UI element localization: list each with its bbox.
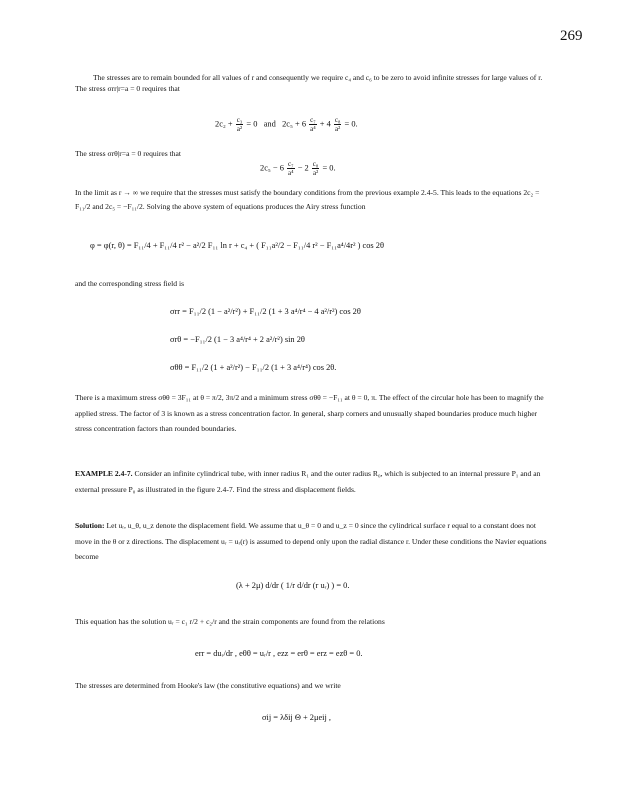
eq2-b: − 2 <box>297 163 309 173</box>
equation-sigma-rt: σrθ = −F₁₁/2 (1 − 3 a⁴/r⁴ + 2 a²/r²) sin 2θ <box>170 335 305 344</box>
eq2-d1: a⁴ <box>288 169 294 177</box>
eq2-d2: a² <box>312 169 319 177</box>
paragraph-6: This equation has the solution uᵣ = c₁ r/2 + c₂/r and the strain components are found from the relations <box>75 617 385 626</box>
paragraph-2: The stress σrθ|r=a = 0 requires that <box>75 149 181 158</box>
equation-sigma-tt: σθθ = F₁₁/2 (1 + a²/r²) − F₁₁/2 (1 + 3 a⁴/r⁴) cos 2θ. <box>170 363 337 372</box>
equation-navier: (λ + 2μ) d/dr ( 1/r d/dr (r uᵣ) ) = 0. <box>236 581 350 590</box>
equation-strains: err = duᵣ/dr , eθθ = uᵣ/r , ezz = erθ = erz = ezθ = 0. <box>195 649 363 658</box>
paragraph-1: The stresses are to remain bounded for all values of r and consequently we require c₄ and c₆ to be zero to avoid infinite stresses for large values of r. The stress σrr|r=a = 0 requires that <box>75 73 543 93</box>
eq1-b: = 0 <box>246 119 258 129</box>
equation-sigma-rr: σrr = F₁₁/2 (1 − a²/r²) + F₁₁/2 (1 + 3 a⁴/r⁴ − 4 a²/r²) cos 2θ <box>170 307 361 316</box>
solution-block <box>75 518 549 565</box>
example-block <box>75 466 549 497</box>
paragraph-4: and the corresponding stress field is <box>75 279 185 288</box>
equation-airy: φ = φ(r, θ) = F₁₁/4 + F₁₁/4 r² − a²/2 F₁₁ ln r + c₄ + ( F₁₁a²/2 − F₁₁/4 r² − F₁₁a⁴/4r² ) cos 2θ <box>90 241 384 250</box>
eq2-n2: c₈ <box>312 160 319 168</box>
equation-1 <box>215 116 358 133</box>
eq1-d3: a² <box>335 125 341 133</box>
eq1-a: 2c₂ + <box>215 119 233 129</box>
eq1-e: + 4 <box>319 119 331 129</box>
page-number: 269 <box>560 28 583 44</box>
eq2-n1: c₇ <box>288 160 294 168</box>
eq1-n3: c₈ <box>334 116 341 124</box>
eq1-d2: a⁴ <box>310 125 316 133</box>
paragraph-5: There is a maximum stress σθθ = 3F₁₁ at θ = π/2, 3π/2 and a minimum stress σθθ = −F₁₁ at θ = 0, π. The effect of the circular hole has been to magnify the applied stress. The factor of 3 is known as a stress concentration factor. In general, sharp corners and unusually shaped boundaries produce much higher stress concentration factors than rounded boundaries. <box>75 393 544 433</box>
eq2-a: 2c₅ − 6 <box>260 163 284 173</box>
paragraph-3: In the limit as r → ∞ we require that the stresses must satisfy the boundary conditions from the previous example 2.4-5. This leads to the equations 2c₂ = F₁₁/2 and 2c₅ = −F₁₁/2. Solving the above system of equations produces the Airy stress function <box>75 188 540 211</box>
eq1-f: = 0. <box>344 119 358 129</box>
eq1-n1: c₃ <box>236 116 243 124</box>
example-label: EXAMPLE 2.4-7. <box>75 469 133 478</box>
eq1-d1: a² <box>236 125 243 133</box>
example-text: Consider an infinite cylindrical tube, with inner radius R₁ and the outer radius R₀, which is subjected to an internal pressure P₁ and an external pressure P₀ as illustrated in the figure 2.4-7. Find the stress and displacement fields. <box>75 469 541 494</box>
eq1-d: 2c₅ + 6 <box>282 119 307 129</box>
eq1-c: and <box>263 119 276 129</box>
solution-label: Solution: <box>75 521 105 530</box>
paragraph-7: The stresses are determined from Hooke's law (the constitutive equations) and we write <box>75 681 341 690</box>
equation-hooke: σij = λδij Θ + 2μeij , <box>262 713 332 722</box>
solution-text: Let uᵣ, u_θ, u_z denote the displacement field. We assume that u_θ = 0 and u_z = 0 since the cylindrical surface r equal to a constant does not move in the θ or z directions. The displacement uᵣ = uᵣ(r) is assumed to depend only upon the radial distance r. Under these conditions the Navier equations become <box>75 521 547 561</box>
eq2-c: = 0. <box>322 163 336 173</box>
eq1-n2: c₇ <box>310 116 316 124</box>
equation-2 <box>260 160 336 177</box>
